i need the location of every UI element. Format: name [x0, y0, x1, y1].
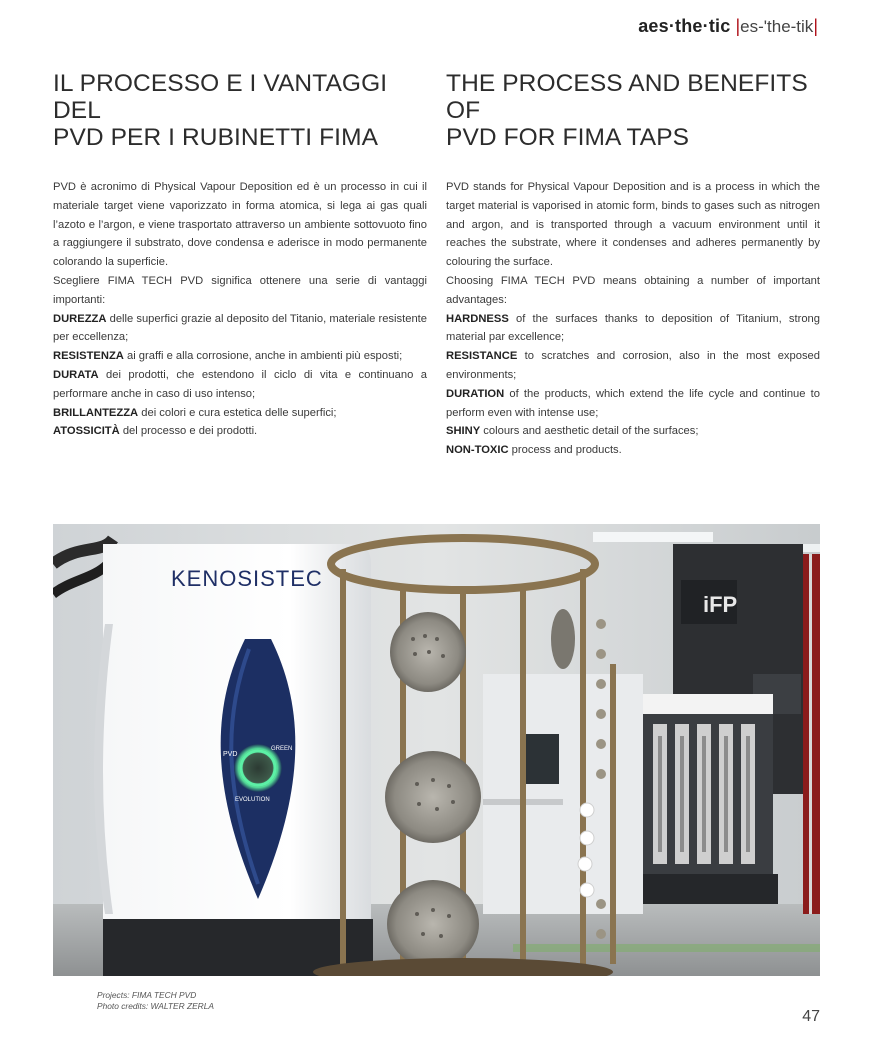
- italian-benefit-text: dei colori e cura estetica delle superfici;: [138, 406, 337, 419]
- english-benefit-term: HARDNESS: [446, 312, 509, 325]
- italian-title: [53, 70, 427, 151]
- english-benefit-text: of the products, which extend the life cycle and continue to perform even with intense use;: [446, 387, 820, 419]
- english-benefit: [446, 310, 820, 348]
- italian-benefit-term: RESISTENZA: [53, 350, 124, 363]
- header-dictionary-mark: [638, 16, 818, 37]
- pvd-machine-photo: [53, 524, 820, 976]
- kenosistec-logo: KENOSISTEC: [171, 566, 323, 591]
- header-pronunciation: es-'the-tik: [740, 17, 814, 36]
- italian-benefit-term: BRILLANTEZZA: [53, 406, 139, 419]
- italian-title-line1: IL PROCESSO E I VANTAGGI DEL: [53, 70, 388, 124]
- badge-green-label: GREEN: [271, 746, 293, 752]
- header-word: aes·the·tic: [638, 16, 731, 36]
- english-intro: PVD stands for Physical Vapour Deposition and is a process in which the target material is vaporised in atomic form, binds to gases such as nitrogen and argon, and is transported through a vacuum environment until it reaches the substrate, where it condenses and adheres permanently by colouring the surface.: [446, 181, 820, 269]
- italian-column: [53, 70, 427, 441]
- italian-benefit-text: ai graffi e alla corrosione, anche in ambienti più esposti;: [123, 350, 403, 363]
- english-column: [446, 70, 820, 460]
- english-benefit: [446, 385, 820, 423]
- italian-benefit-text: del processo e dei prodotti.: [119, 425, 258, 438]
- italian-benefit-term: DURATA: [53, 368, 99, 381]
- english-benefit-text: process and products.: [508, 444, 622, 457]
- page-number: 47: [802, 1008, 820, 1025]
- italian-benefit-term: ATOSSICITÀ: [53, 425, 120, 438]
- italian-intro: PVD è acronimo di Physical Vapour Deposition ed è un processo in cui il materiale target viene vaporizzato in forma atomica, si lega ai gas quali l’azoto e l’argon, e viene trasportato attraverso un ambiente sottovuoto fino a raggiungere il substrato, dove condensa e aderisce in modo permanente colorando la superficie.: [53, 181, 427, 269]
- badge-pvd-label: PVD: [223, 751, 238, 758]
- italian-lead: Scegliere FIMA TECH PVD significa ottenere una serie di vantaggi importanti:: [53, 274, 427, 306]
- photo-caption: [97, 990, 214, 1011]
- ifp-logo: iFP: [703, 592, 738, 617]
- italian-benefit: [53, 366, 427, 404]
- header-bar-left: |: [735, 16, 741, 36]
- english-benefit-term: DURATION: [446, 387, 505, 400]
- italian-benefit: [53, 310, 427, 348]
- english-body: [446, 178, 820, 460]
- italian-benefit-text: delle superfici grazie al deposito del Titanio, materiale resistente per eccellenza;: [53, 312, 427, 344]
- caption-projects: Projects: FIMA TECH PVD: [97, 990, 197, 1000]
- caption-credits: Photo credits: WALTER ZERLA: [97, 1000, 214, 1011]
- english-benefit-term: SHINY: [446, 425, 481, 438]
- italian-benefit: [53, 404, 427, 423]
- italian-benefit-text: dei prodotti, che estendono il ciclo di vita e continuano a performare anche in caso di uso intenso;: [53, 368, 427, 400]
- italian-benefit: [53, 422, 427, 441]
- english-benefit-term: RESISTANCE: [446, 350, 518, 363]
- english-title: [446, 70, 820, 151]
- english-lead: Choosing FIMA TECH PVD means obtaining a number of important advantages:: [446, 274, 820, 306]
- english-benefit: [446, 347, 820, 385]
- badge-evolution-label: EVOLUTION: [235, 797, 270, 803]
- english-benefit: [446, 441, 820, 460]
- english-title-line2: PVD FOR FIMA TAPS: [446, 124, 690, 151]
- english-benefit-text: colours and aesthetic detail of the surfaces;: [480, 425, 699, 438]
- italian-benefit: [53, 347, 427, 366]
- photo-illustration: [53, 524, 820, 976]
- italian-benefit-term: DUREZZA: [53, 312, 107, 325]
- english-benefit-text: of the surfaces thanks to deposition of Titanium, strong material par excellence;: [446, 312, 820, 344]
- italian-body: [53, 178, 427, 441]
- english-benefit-term: NON-TOXIC: [446, 444, 509, 457]
- english-title-line1: THE PROCESS AND BENEFITS OF: [446, 70, 808, 124]
- header-bar-right: |: [813, 16, 818, 36]
- english-benefit-text: to scratches and corrosion, also in the most exposed environments;: [446, 350, 820, 381]
- italian-title-line2: PVD PER I RUBINETTI FIMA: [53, 124, 379, 151]
- english-benefit: [446, 422, 820, 441]
